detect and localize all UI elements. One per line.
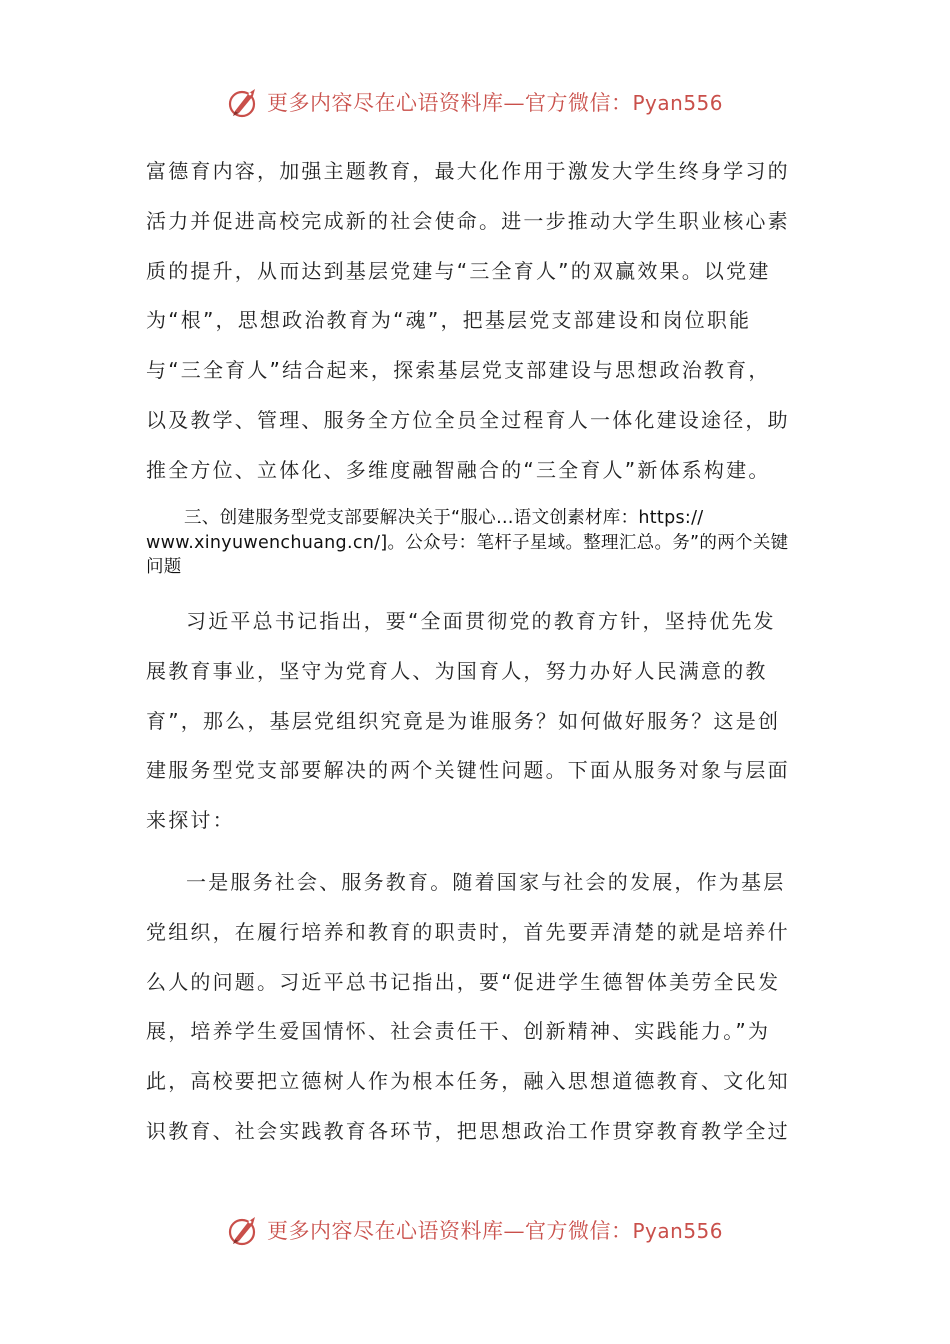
paragraph-1 (146, 147, 806, 496)
text-line: 以及教学、管理、服务全方位全员全过程育人一体化建设途径，助 (146, 407, 790, 432)
text-line: 育”，那么，基层党组织究竟是为谁服务？如何做好服务？这是创 (146, 708, 781, 733)
banner-wechat-label: 官方微信： (524, 91, 633, 115)
banner-text (267, 1215, 723, 1245)
banner-wechat-id: Pyan556 (632, 91, 723, 115)
text-line: 识教育、社会实践教育各环节，把思想政治工作贯穿教育教学全过 (146, 1118, 790, 1143)
text-line: 质的提升，从而达到基层党建与“三全育人”的双赢效果。以党建 (146, 258, 771, 283)
paragraph-3 (146, 858, 806, 1157)
banner-separator: — (503, 91, 525, 115)
banner-separator: — (503, 1219, 525, 1243)
banner-brand: 更多内容尽在心语资料库 (266, 91, 504, 115)
pen-nib-logo-icon (227, 1213, 261, 1247)
text-line: 此，高校要把立德树人作为根本任务，融入思想道德教育、文化知 (146, 1069, 790, 1094)
text-line: 一是服务社会、服务教育。随着国家与社会的发展，作为基层 (186, 870, 786, 894)
heading-line: www.xinyuwenchuang.cn/]。公众号：笔杆子星域。整理汇总。务”的两个关键 (146, 532, 789, 553)
banner-wechat-label: 官方微信： (524, 1219, 633, 1243)
text-line: 活力并促进高校完成新的社会使命。进一步推动大学生职业核心素 (146, 208, 790, 233)
paragraph-2 (146, 597, 806, 846)
text-line: 推全方位、立体化、多维度融智融合的“三全育人”新体系构建。 (146, 457, 771, 482)
heading-line: 问题 (146, 557, 182, 577)
banner-brand: 更多内容尽在心语资料库 (266, 1219, 504, 1243)
banner-text (267, 87, 723, 117)
text-line: 来探讨： (146, 808, 235, 833)
text-line: 富德育内容，加强主题教育，最大化作用于激发大学生终身学习的 (146, 159, 790, 183)
text-line: 么人的问题。习近平总书记指出，要“促进学生德智体美劳全民发 (146, 969, 781, 994)
footer-banner (0, 1208, 950, 1252)
text-line: 习近平总书记指出，要“全面贯彻党的教育方针，坚持优先发 (186, 609, 776, 633)
heading-line: 三、创建服务型党支部要解决关于“服心…语文创素材库：https:// (184, 508, 704, 528)
text-line: 展教育事业，坚守为党育人、为国育人，努力办好人民满意的教 (146, 658, 768, 683)
pen-nib-logo-icon (227, 85, 261, 119)
banner-wechat-id: Pyan556 (632, 1219, 723, 1243)
text-line: 为“根”，思想政治教育为“魂”，把基层党支部建设和岗位职能 (146, 308, 752, 333)
text-line: 党组织，在履行培养和教育的职责时，首先要弄清楚的就是培养什 (146, 919, 790, 944)
section-heading (146, 506, 806, 580)
text-line: 与“三全育人”结合起来，探索基层党支部建设与思想政治教育， (146, 358, 771, 383)
header-banner (0, 80, 950, 124)
text-line: 建服务型党支部要解决的两个关键性问题。下面从服务对象与层面 (146, 758, 790, 783)
text-line: 展，培养学生爱国情怀、社会责任干、创新精神、实践能力。”为 (146, 1019, 771, 1044)
